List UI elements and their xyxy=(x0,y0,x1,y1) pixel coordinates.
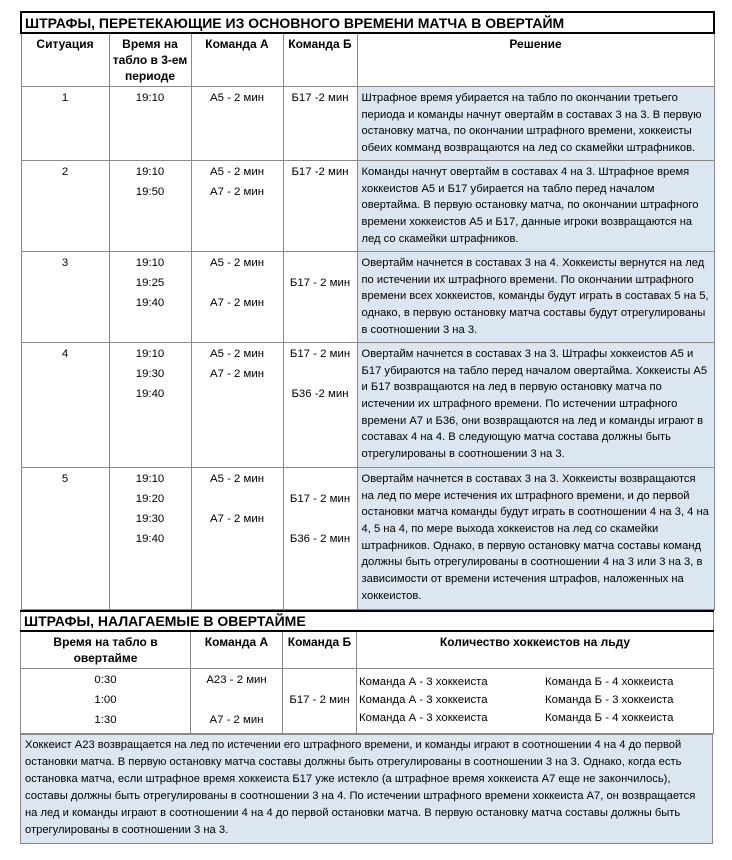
team-a-cell: А5 - 2 мин А7 - 2 мин xyxy=(191,160,283,251)
team-a-cell: А5 - 2 мин А7 - 2 мин xyxy=(191,467,283,609)
list-item: Команда А - 3 хоккеиста Команда Б - 3 хоккеиста xyxy=(359,693,674,706)
table-row xyxy=(21,251,714,342)
table-row xyxy=(21,467,714,609)
team-b-cell: Б17 - 2 мин Б36 - 2 мин xyxy=(283,467,357,609)
situation-number: 4 xyxy=(21,342,109,467)
situation-number: 1 xyxy=(21,87,109,161)
team-b-cell: Б17 - 2 мин Б36 -2 мин xyxy=(283,342,357,467)
team-a-cell: А5 - 2 мин А7 - 2 мин xyxy=(191,342,283,467)
overtime-penalties-table xyxy=(20,610,714,734)
header-team-a: Команда А xyxy=(191,33,283,87)
team-b-cell: Б17 - 2 мин xyxy=(283,668,357,733)
players-count-cell xyxy=(357,668,714,733)
decision-cell: Овертайм начнется в составах 3 на 4. Хоккеисты вернутся на лед по истечении их штрафного времени. По окончании штрафного времени всех хоккеистов, команды будут играть в составах 5 на 5, однако, в первую остановку матча составы будут отрегулированы в соотношении 3 на 3. xyxy=(357,251,714,342)
time-cell: 19:10 xyxy=(109,87,191,161)
header-team-a: Команда А xyxy=(191,631,283,669)
team-a-cell: А5 - 2 мин xyxy=(191,87,283,161)
team-a-cell: А5 - 2 мин А7 - 2 мин xyxy=(191,251,283,342)
decision-cell: Овертайм начнется в составах 3 на 3. Штрафы хоккеистов А5 и Б17 убираются на табло перед началом овертайма. Хоккеисты А5 и Б17 возвращаются на лед в первую остановку матча по истечении их штрафного времени. По истечении штрафного времени А7 и Б36, они возвращаются на лед и команды играют в составах 4 на 4. В следующую матча состава должны быть отрегулированы в соотношении 3 на 3. xyxy=(357,342,714,467)
table-row xyxy=(21,342,714,467)
section1-title: ШТРАФЫ, ПЕРЕТЕКАЮЩИЕ ИЗ ОСНОВНОГО ВРЕМЕНИ МАТЧА В ОВЕРТАЙМ xyxy=(21,12,714,33)
decision-cell: Штрафное время убирается на табло по окончании третьего периода и команды начнут овертайм в составах 3 на 3. В первую остановку матча, по окончании штрафного времени, хоккеисты обеих комманд возвращаются на лед со скамейки штрафников. xyxy=(357,87,714,161)
table-row xyxy=(21,87,714,161)
header-situation: Ситуация xyxy=(21,33,109,87)
header-team-b: Команда Б xyxy=(283,33,357,87)
section2-title: ШТРАФЫ, НАЛАГАЕМЫЕ В ОВЕРТАЙМЕ xyxy=(21,611,714,631)
overflow-penalties-table xyxy=(20,11,715,610)
table-row xyxy=(21,668,714,733)
list-item: Команда А - 3 хоккеиста Команда Б - 4 хоккеиста xyxy=(359,711,674,724)
document xyxy=(20,11,713,844)
team-b-cell: Б17 -2 мин xyxy=(283,87,357,161)
header-team-b: Команда Б xyxy=(283,631,357,669)
time-cell: 19:10 19:30 19:40 xyxy=(109,342,191,467)
table-row xyxy=(21,160,714,251)
team-b-cell: Б17 - 2 мин xyxy=(283,251,357,342)
decision-cell: Команды начнут овертайм в составах 4 на 3. Штрафное время хоккеистов А5 и Б17 убирается на табло перед началом овертайма. В первую остановку матча, по окончании штрафного времени хоккеистов А5 и Б17, данные игроки возвращаются на лед со скамейки штрафников. xyxy=(357,160,714,251)
overtime-note: Хоккеист А23 возвращается на лед по истечении его штрафного времени, и команды играют в соотношении 4 на 4 до первой остановки матча. В первую остановку матча составы должны быть отрегулированы в соотношении 3 на 3. Однако, когда есть остановка матча, если штрафное время хоккеиста Б17 уже истекло (а штрафное время хоккеиста А7 еще не закончилось), составы должны быть отрегулированы в соотношении 3 на 4. По истечении штрафного времени хоккеиста А7, он возвращается на лед и команды играют в соотношении 4 на 4 до первой остановки матча. В первую остановку матча составы должны быть отрегулированы в соотношении 3 на 3. xyxy=(20,734,713,844)
header-time: Время на табло в 3-ем периоде xyxy=(109,33,191,87)
header-players-count: Количество хоккеистов на льду xyxy=(357,631,714,669)
header-decision: Решение xyxy=(357,33,714,87)
time-cell: 19:10 19:50 xyxy=(109,160,191,251)
time-cell: 19:10 19:20 19:30 19:40 xyxy=(109,467,191,609)
team-b-cell: Б17 -2 мин xyxy=(283,160,357,251)
situation-number: 2 xyxy=(21,160,109,251)
situation-number: 3 xyxy=(21,251,109,342)
list-item: Команда А - 3 хоккеиста Команда Б - 4 хоккеиста xyxy=(359,675,674,688)
time-cell: 19:10 19:25 19:40 xyxy=(109,251,191,342)
header-overtime-time: Время на табло в овертайме xyxy=(21,631,191,669)
time-cell: 0:30 1:00 1:30 xyxy=(21,668,191,733)
situation-number: 5 xyxy=(21,467,109,609)
decision-cell: Овертайм начнется в составах 3 на 3. Хоккеисты возвращаются на лед по мере истечения их штрафного времени, и до первой остановки матча команды будут играть в соотношении 4 на 3, 4 на 4, 5 на 4, по мере выхода хоккеистов на лед со скамейки штрафников. Однако, в первую остановку матча составы команд должны быть отрегулированы в соотношении 4 на 3 или 3 на 3, в зависимости от времени истечения штрафов, наложенных на хоккеистов. xyxy=(357,467,714,609)
team-a-cell: А23 - 2 мин А7 - 2 мин xyxy=(191,668,283,733)
